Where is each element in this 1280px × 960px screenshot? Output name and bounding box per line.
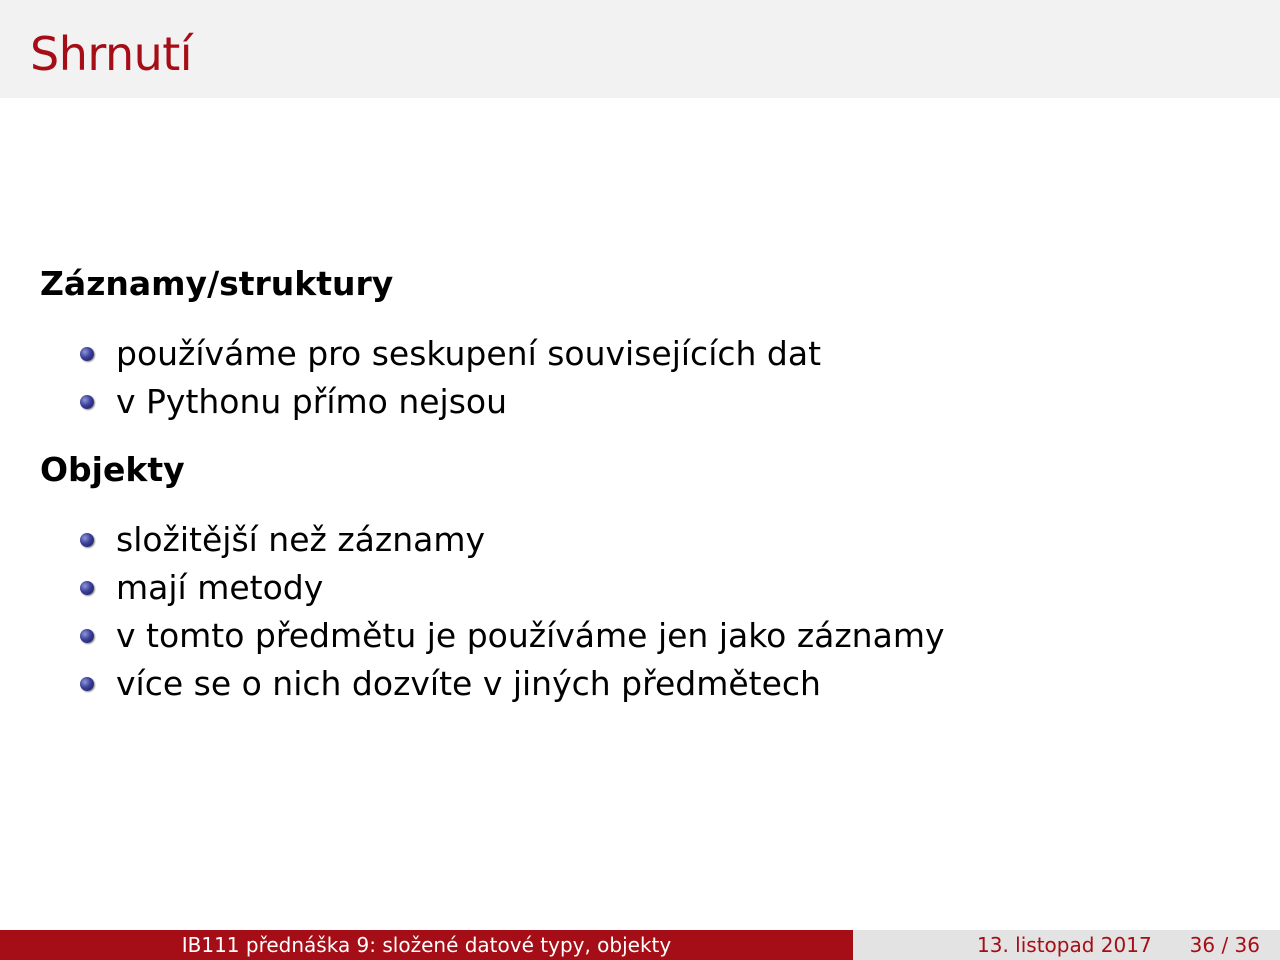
ball-bullet-icon bbox=[80, 581, 94, 595]
list-item-text: používáme pro seskupení souvisejících dat bbox=[116, 334, 822, 373]
list-item bbox=[40, 564, 1240, 612]
list-item-text: v Pythonu přímo nejsou bbox=[116, 382, 508, 421]
footer-date: 13. listopad 2017 bbox=[977, 933, 1152, 957]
ball-bullet-icon bbox=[80, 533, 94, 547]
slide-title: Shrnutí bbox=[30, 27, 193, 81]
footer-page-number: 36 / 36 bbox=[1189, 933, 1260, 957]
section-heading: Záznamy/struktury bbox=[40, 264, 394, 303]
list-item-text: více se o nich dozvíte v jiných předmětech bbox=[116, 664, 821, 703]
list-item bbox=[40, 612, 1240, 660]
list-item bbox=[40, 378, 1240, 426]
footer-info bbox=[853, 930, 1280, 960]
section-heading: Objekty bbox=[40, 450, 185, 489]
list-item bbox=[40, 330, 1240, 378]
ball-bullet-icon bbox=[80, 629, 94, 643]
list-item bbox=[40, 660, 1240, 708]
list-item-text: složitější než záznamy bbox=[116, 520, 486, 559]
list-item bbox=[40, 516, 1240, 564]
slide-footer bbox=[0, 930, 1280, 960]
list-item-text: mají metody bbox=[116, 568, 324, 607]
list-item-text: v tomto předmětu je používáme jen jako záznamy bbox=[116, 616, 945, 655]
ball-bullet-icon bbox=[80, 395, 94, 409]
bullet-list bbox=[40, 330, 1240, 426]
section-records bbox=[40, 264, 1240, 426]
section-objects bbox=[40, 450, 1240, 708]
ball-bullet-icon bbox=[80, 347, 94, 361]
title-bar bbox=[0, 0, 1280, 98]
bullet-list bbox=[40, 516, 1240, 708]
footer-lecture-title: IB111 přednáška 9: složené datové typy, objekty bbox=[0, 930, 853, 960]
ball-bullet-icon bbox=[80, 677, 94, 691]
